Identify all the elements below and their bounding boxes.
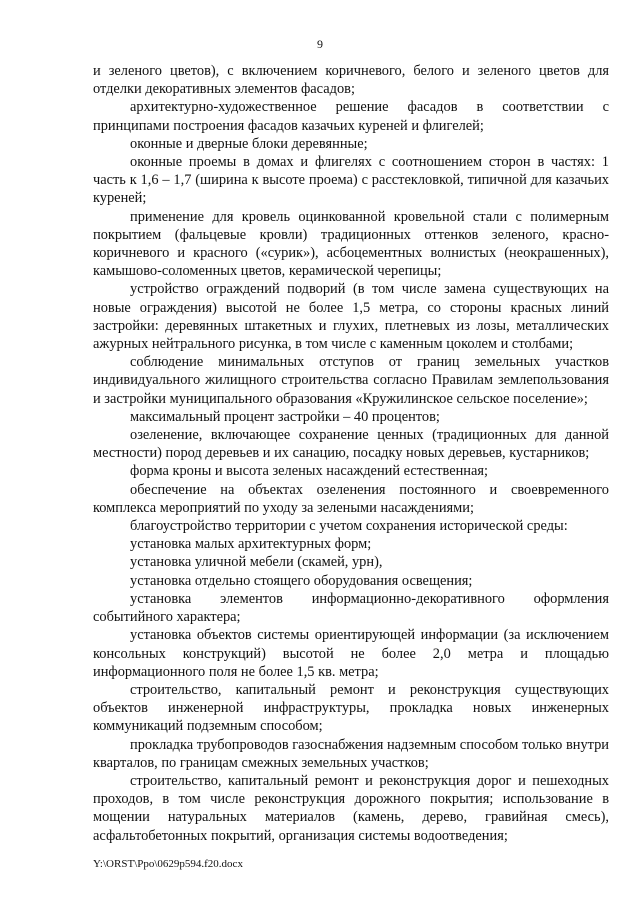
paragraph: установка элементов информационно-декоративного оформления событийного характера;	[93, 590, 609, 626]
paragraph: оконные и дверные блоки деревянные;	[130, 135, 368, 152]
page-number: 9	[317, 37, 323, 51]
paragraph: установка малых архитектурных форм;	[130, 536, 372, 553]
paragraph: применение для кровель оцинкованной кровельной стали с полимерным покрытием (фальцевые кровли) традиционных оттенков зеленого, красно-коричневого и красного («сурик»), асбоцементных волнистых (неокрашенных), камышово-соломенных цветов, керамической черепицы;	[93, 208, 609, 280]
paragraph: установка уличной мебели (скамей, урн),	[130, 554, 383, 571]
paragraph: устройство ограждений подворий (в том числе замена существующих на новые ограждения) высотой не более 1,5 метра, со стороны красных линий застройки: деревянных штакетных и глухих, плетневых из лозы, металлических ажурных нейтрального рисунка, в том числе с каменным цоколем и столбами;	[93, 281, 609, 353]
footer-file-path: Y:\ORST\Ppo\0629p594.f20.docx	[93, 858, 243, 870]
paragraph: форма кроны и высота зеленых насаждений естественная;	[130, 463, 488, 480]
paragraph: строительство, капитальный ремонт и реконструкция дорог и пешеходных проходов, в том числе реконструкция дорожного покрытия; использование в мощении натуральных материалов (камень, дерево, гравийная смесь), асфальтобетонных покрытий, организация системы водоотведения;	[93, 772, 609, 844]
paragraph: обеспечение на объектах озеленения постоянного и своевременного комплекса мероприятий по уходу за зелеными насаждениями;	[93, 481, 609, 516]
document-body	[93, 62, 609, 845]
paragraph: установка отдельно стоящего оборудования освещения;	[130, 572, 473, 589]
paragraph: благоустройство территории с учетом сохранения исторической среды:	[130, 518, 568, 535]
paragraph: прокладка трубопроводов газоснабжения надземным способом только внутри кварталов, по границам смежных земельных участков;	[93, 736, 609, 771]
paragraph: и зеленого цветов), с включением коричневого, белого и зеленого цветов для отделки декоративных элементов фасадов;	[93, 63, 609, 98]
paragraph: установка объектов системы ориентирующей информации (за исключением консольных конструкций) высотой не более 2,0 метра и площадью информационного поля не более 1,5 кв. метра;	[93, 627, 609, 680]
paragraph: архитектурно-художественное решение фасадов в соответствии с принципами построения фасадов казачьих куреней и флигелей;	[93, 99, 609, 134]
paragraph: максимальный процент застройки – 40 процентов;	[130, 408, 440, 425]
paragraph: строительство, капитальный ремонт и реконструкция существующих объектов инженерной инфраструктуры, прокладка новых инженерных коммуникаций подземным способом;	[93, 681, 609, 735]
paragraph: соблюдение минимальных отступов от границ земельных участков индивидуального жилищного строительства согласно Правилам землепользования и застройки муниципального образования «Кружилинское сельское поселение»;	[93, 354, 609, 407]
paragraph: озеленение, включающее сохранение ценных (традиционных для данной местности) пород деревьев и их санацию, посадку новых деревьев, кустарников;	[93, 427, 609, 462]
paragraph: оконные проемы в домах и флигелях с соотношением сторон в частях: 1 часть к 1,6 – 1,7 (ширина к высоте проема) с расстекловкой, типичной для казачьих куреней;	[93, 154, 609, 207]
